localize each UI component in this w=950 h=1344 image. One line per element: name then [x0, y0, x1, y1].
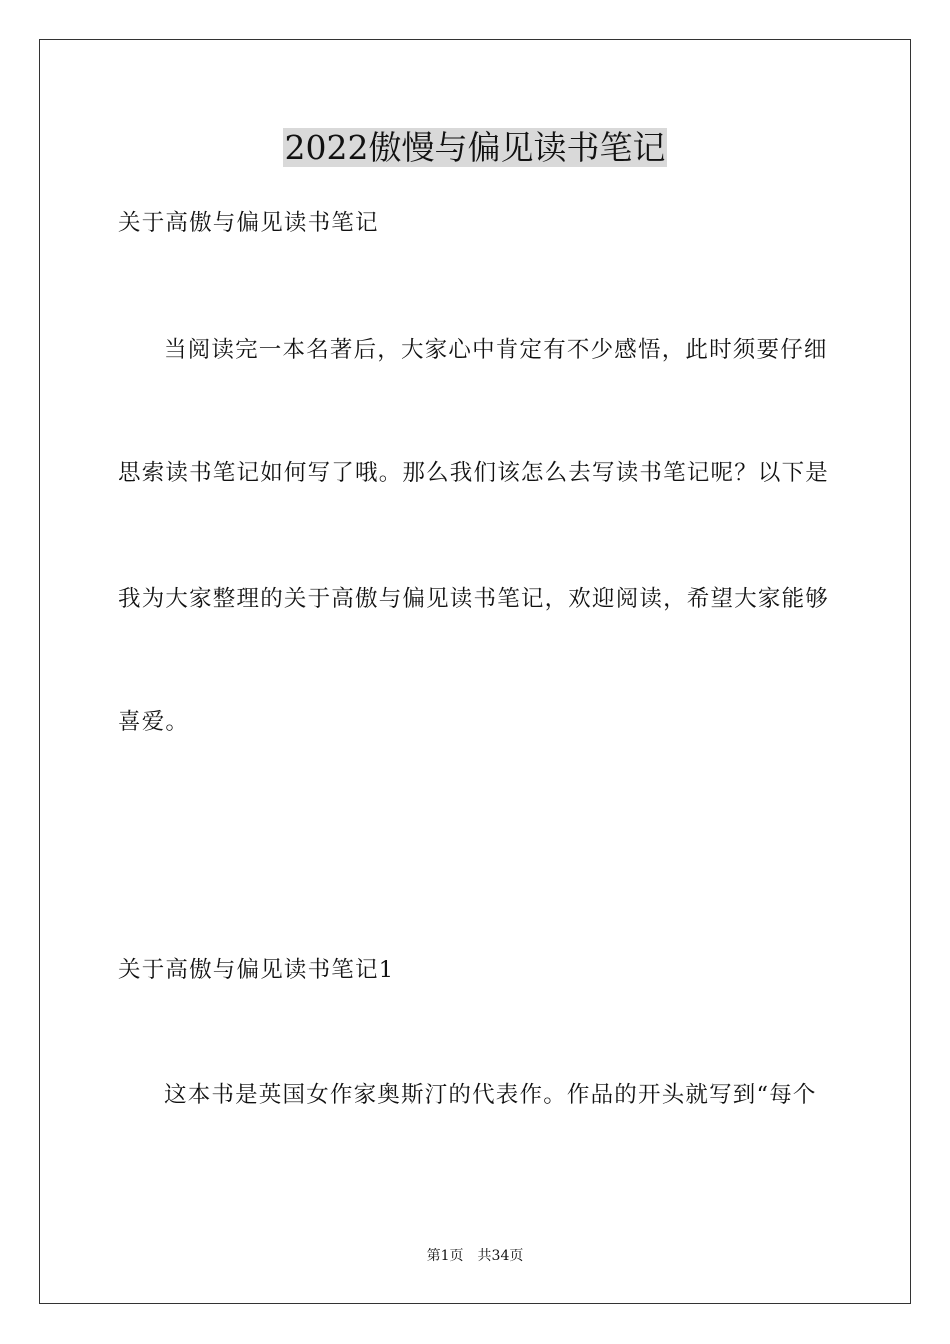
intro-line-1: 当阅读完一本名著后，大家心中肯定有不少感悟，此时须要仔细 — [164, 337, 828, 363]
intro-line-4: 喜爱。 — [118, 709, 190, 735]
document-title — [0, 126, 950, 170]
document-title-text: 2022傲慢与偏见读书笔记 — [284, 128, 666, 167]
section-line-1: 这本书是英国女作家奥斯汀的代表作。作品的开头就写到“每个 — [164, 1082, 817, 1108]
page-footer: 第1页 共34页 — [426, 1248, 524, 1264]
section-heading: 关于高傲与偏见读书笔记1 — [118, 957, 395, 983]
intro-line-3: 我为大家整理的关于高傲与偏见读书笔记，欢迎阅读，希望大家能够 — [118, 586, 830, 612]
intro-line-2: 思索读书笔记如何写了哦。那么我们该怎么去写读书笔记呢？以下是 — [118, 460, 830, 486]
subtitle: 关于高傲与偏见读书笔记 — [118, 210, 379, 236]
